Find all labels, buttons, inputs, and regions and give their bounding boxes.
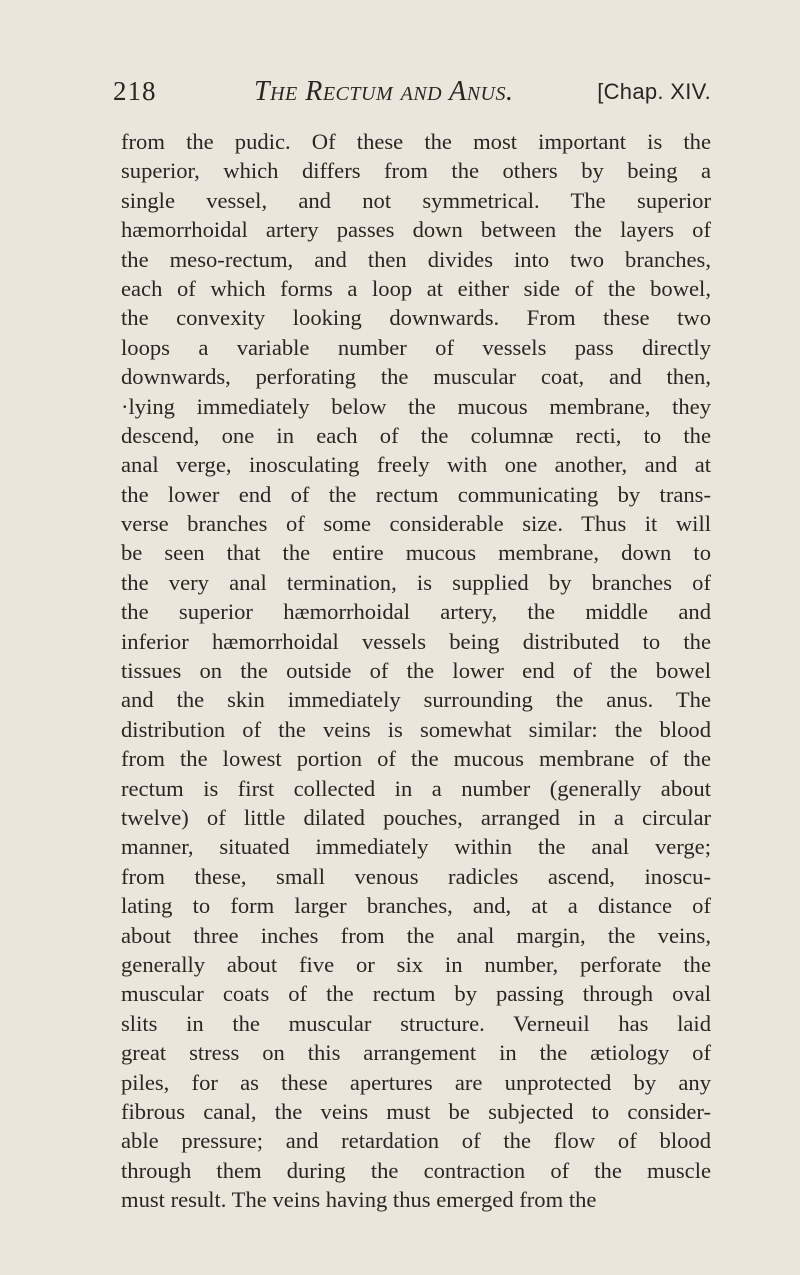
text-line: loops a variable number of vessels pass directly [121,334,711,360]
text-line: the very anal termination, is supplied by branches of [121,569,711,595]
text-line: the meso-rectum, and then divides into two branches, [121,246,711,272]
text-line: slits in the muscular structure. Verneuil has laid [121,1010,711,1036]
text-line: twelve) of little dilated pouches, arranged in a circular [121,804,711,830]
text-line: ·lying immediately below the mucous membrane, they [121,393,711,419]
running-head [113,76,711,116]
text-line: verse branches of some considerable size. Thus it will [121,511,711,537]
text-line: each of which forms a loop at either side of the bowel, [121,275,711,301]
text-line: hæmorrhoidal artery passes down between the layers of [121,217,711,243]
text-line: able pressure; and retardation of the flow of blood [121,1128,711,1154]
running-title: The Rectum and Anus. [254,76,514,107]
text-line: about three inches from the anal margin, the veins, [121,922,711,948]
text-line: distribution of the veins is somewhat similar: the blood [121,716,711,742]
text-line: manner, situated immediately within the anal verge; [121,834,711,860]
text-line: downwards, perforating the muscular coat, and then, [121,364,711,390]
text-line: anal verge, inosculating freely with one another, and at [121,452,711,478]
text-line: generally about five or six in number, perforate the [121,951,711,977]
text-line: piles, for as these apertures are unprotected by any [121,1069,711,1095]
body-text [121,127,711,1214]
text-line: great stress on this arrangement in the ætiology of [121,1040,711,1066]
text-line: through them during the contraction of the muscle [121,1157,711,1183]
chapter-reference: [Chap. XIV. [597,79,711,104]
text-line: from the pudic. Of these the most important is the [121,129,711,154]
text-line: descend, one in each of the columnæ recti, to the [121,422,711,448]
text-line: from the lowest portion of the mucous membrane of the [121,746,711,772]
text-line: the lower end of the rectum communicating by trans- [121,481,711,507]
text-line: lating to form larger branches, and, at a distance of [121,893,711,919]
text-line: the superior hæmorrhoidal artery, the middle and [121,599,711,625]
text-line: and the skin immediately surrounding the anus. The [121,687,711,713]
text-line: single vessel, and not symmetrical. The superior [121,187,711,213]
page-number: 218 [113,76,157,106]
text-line: superior, which differs from the others by being a [121,158,711,184]
text-line: inferior hæmorrhoidal vessels being distributed to the [121,628,711,654]
text-line: must result. The veins having thus emerged from the [121,1187,597,1213]
text-line: be seen that the entire mucous membrane, down to [121,540,711,566]
text-line: fibrous canal, the veins must be subjected to consider- [121,1098,711,1124]
text-line: from these, small venous radicles ascend, inoscu- [121,863,711,889]
text-line: tissues on the outside of the lower end of the bowel [121,658,711,684]
text-line: muscular coats of the rectum by passing through oval [121,981,711,1007]
text-line: the convexity looking downwards. From these two [121,305,711,331]
text-line: rectum is first collected in a number (generally about [121,775,711,801]
